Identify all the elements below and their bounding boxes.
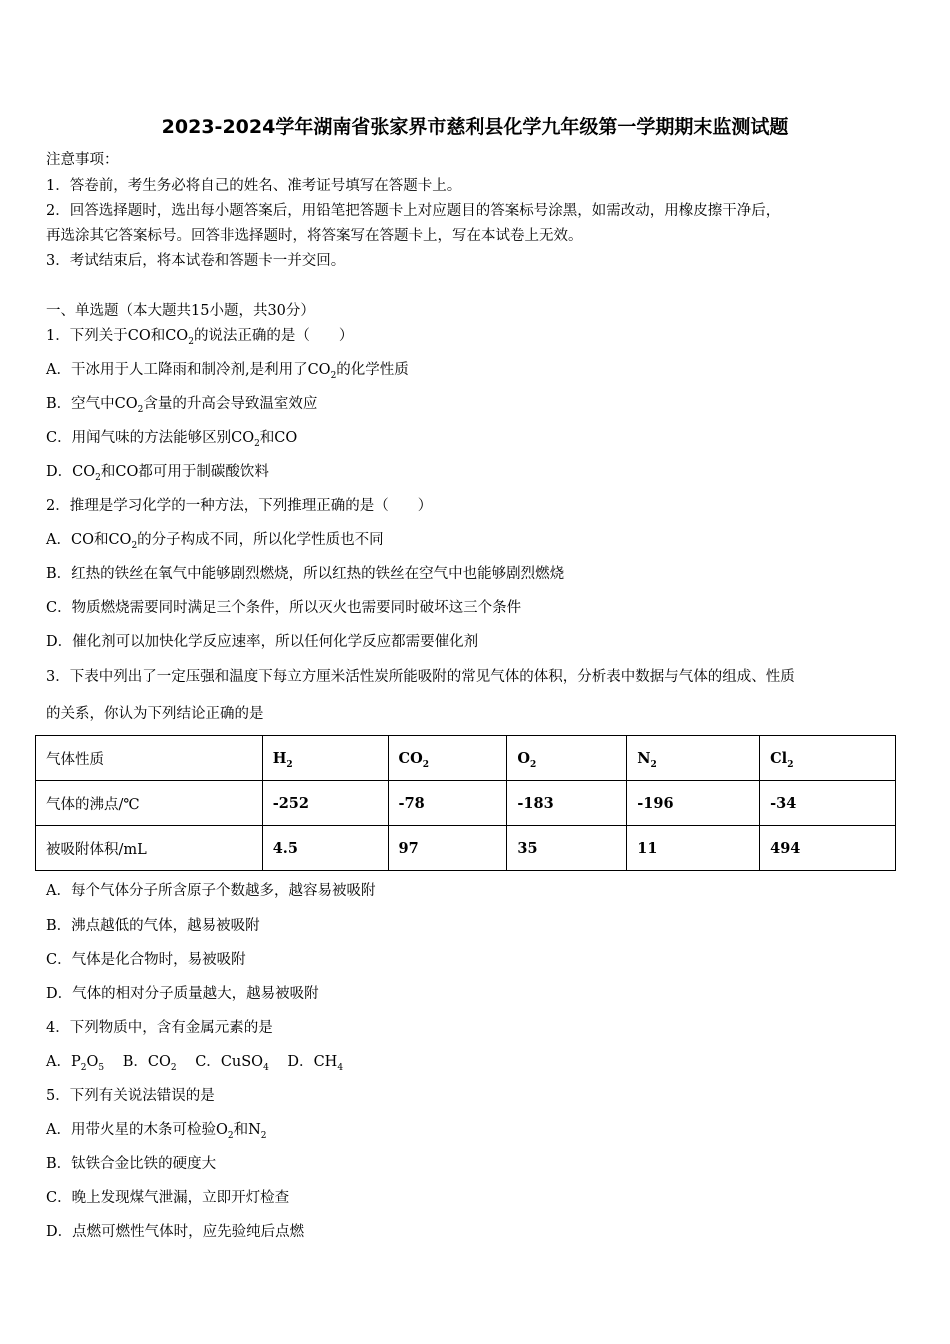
table-cell: 4.5 <box>262 826 388 871</box>
q4-option-d: D．$CH_4$ <box>287 1054 344 1073</box>
q5-option-c: C．晚上发现煤气泄漏，立即开灯检查 <box>46 1190 290 1206</box>
q3-option-c: C．气体是化合物时，易被吸附 <box>46 952 246 968</box>
q4-option-b: B．$CO_2$ <box>122 1054 177 1073</box>
gas-adsorption-table <box>35 735 896 871</box>
q2-option-b: B．红热的铁丝在氧气中能够剧烈燃烧，所以红热的铁丝在空气中也能够剧烈燃烧 <box>46 566 565 582</box>
q2-option-d: D．催化剂可以加快化学反应速率，所以任何化学反应都需要催化剂 <box>46 634 479 650</box>
table-cell: -34 <box>760 781 896 826</box>
notice-heading: 注意事项： <box>46 152 119 168</box>
q1-option-a: A．干冰用于人工降雨和制冷剂,是利用了$CO_2$的化学性质 <box>46 362 409 381</box>
q4-options <box>46 1052 343 1072</box>
table-row <box>36 826 896 871</box>
q3-stem-line1: 3．下表中列出了一定压强和温度下每立方厘米活性炭所能吸附的常见气体的体积，分析表中数据与气体的组成、性质 <box>46 669 795 685</box>
row-label-adsorbed: 被吸附体积/mL <box>36 826 263 871</box>
notice-item-1: 1．答卷前，考生务必将自己的姓名、准考证号填写在答题卡上。 <box>46 178 462 194</box>
q4-option-c: C．CuSO$_4$ <box>195 1054 269 1073</box>
table-cell: 35 <box>507 826 627 871</box>
q3-stem-line2: 的关系，你认为下列结论正确的是 <box>46 706 264 722</box>
q2-stem: 2．推理是学习化学的一种方法，下列推理正确的是（ ） <box>46 498 433 514</box>
gas-co2: $CO_2$ <box>388 736 507 781</box>
section-heading: 一、单选题（本大题共15小题，共30分） <box>46 303 315 319</box>
table-row <box>36 736 896 781</box>
table-cell: 97 <box>388 826 507 871</box>
q5-option-b: B．钛铁合金比铁的硬度大 <box>46 1156 217 1172</box>
notice-item-3: 3．考试结束后，将本试卷和答题卡一并交回。 <box>46 253 346 269</box>
gas-n2: $N_2$ <box>627 736 760 781</box>
row-label-boiling: 气体的沸点/℃ <box>36 781 263 826</box>
table-cell: -196 <box>627 781 760 826</box>
table-row <box>36 781 896 826</box>
q4-option-a: A．$P_2O_5$ <box>46 1054 105 1073</box>
q5-stem: 5．下列有关说法错误的是 <box>46 1088 215 1104</box>
table-cell: -252 <box>262 781 388 826</box>
notice-item-2: 2．回答选择题时，选出每小题答案后，用铅笔把答题卡上对应题目的答案标号涂黑，如需改动，用橡皮擦干净后， <box>46 203 781 219</box>
table-cell: 494 <box>760 826 896 871</box>
q2-option-c: C．物质燃烧需要同时满足三个条件，所以灭火也需要同时破坏这三个条件 <box>46 600 522 616</box>
q5-option-d: D．点燃可燃性气体时，应先验纯后点燃 <box>46 1224 305 1240</box>
gas-o2: $O_2$ <box>507 736 627 781</box>
q1-option-c: C．用闻气味的方法能够区别$CO_2$和CO <box>46 430 298 449</box>
q1-option-d: D．$CO_2$和CO都可用于制碳酸饮料 <box>46 464 269 483</box>
table-cell: 11 <box>627 826 760 871</box>
q3-option-d: D．气体的相对分子质量越大，越易被吸附 <box>46 986 319 1002</box>
q3-option-a: A．每个气体分子所含原子个数越多，越容易被吸附 <box>46 883 376 899</box>
notice-item-2-cont: 再选涂其它答案标号。回答非选择题时，将答案写在答题卡上，写在本试卷上无效。 <box>46 228 583 244</box>
q1-option-b: B．空气中$CO_2$含量的升高会导致温室效应 <box>46 396 318 415</box>
table-cell: -183 <box>507 781 627 826</box>
gas-h2: $H_2$ <box>262 736 388 781</box>
table-cell: -78 <box>388 781 507 826</box>
page-title: 2023-2024学年湖南省张家界市慈利县化学九年级第一学期期末监测试题 <box>161 116 789 138</box>
q5-option-a: A．用带火星的木条可检验$O_2$和$N_2$ <box>46 1122 267 1141</box>
q4-stem: 4．下列物质中，含有金属元素的是 <box>46 1020 273 1036</box>
gas-cl2: $Cl_2$ <box>760 736 896 781</box>
q2-option-a: A．CO和$CO_2$的分子构成不同，所以化学性质也不同 <box>46 532 384 551</box>
row-label-property: 气体性质 <box>36 736 263 781</box>
q1-stem: 1．下列关于CO和$CO_2$的说法正确的是（ ） <box>46 328 354 347</box>
q3-option-b: B．沸点越低的气体，越易被吸附 <box>46 918 260 934</box>
